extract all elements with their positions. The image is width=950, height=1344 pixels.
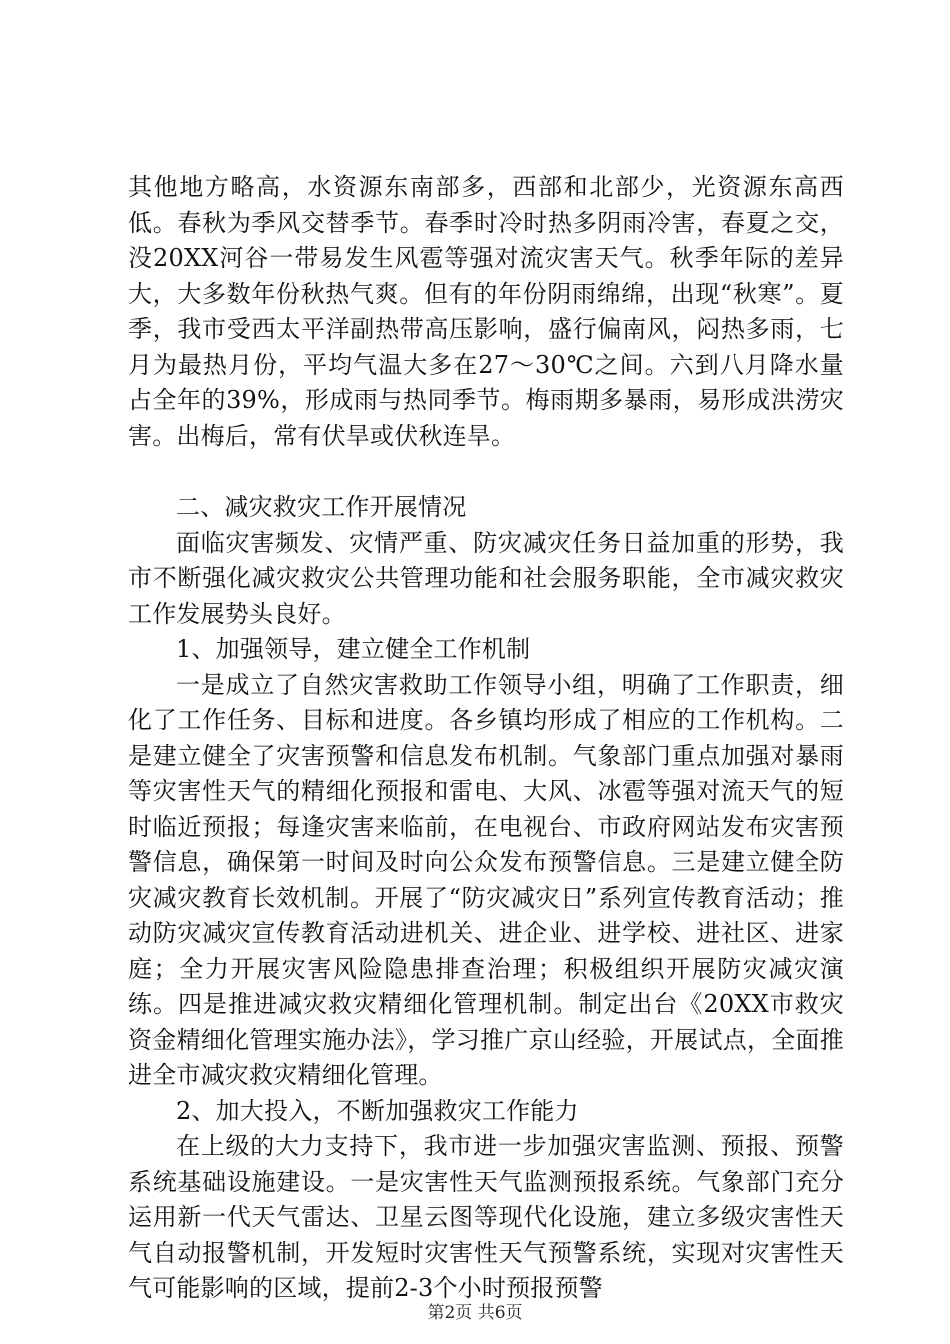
document-body: [128, 170, 844, 1307]
section-heading: 二、减灾救灾工作开展情况: [176, 493, 467, 521]
subsection-1-paragraph: 一是成立了自然灾害救助工作领导小组，明确了工作职责，细化了工作任务、目标和进度。各乡镇均形成了相应的工作机构。二是建立健全了灾害预警和信息发布机制。气象部门重点加强对暴雨等灾害性天气的精细化预报和雷电、大风、冰雹等强对流天气的短时临近预报；每逢灾害来临前，在电视台、市政府网站发布灾害预警信息，确保第一时间及时向公众发布预警信息。三是建立健全防灾减灾教育长效机制。开展了“防灾减灾日”系列宣传教育活动；推动防灾减灾宣传教育活动进机关、进企业、进学校、进社区、进家庭；全力开展灾害风险隐患排查治理；积极组织开展防灾减灾演练。四是推进减灾救灾精细化管理机制。制定出台《20XX市救灾资金精细化管理实施办法》，学习推广京山经验，开展试点，全面推进全市减灾救灾精细化管理。: [128, 670, 844, 1089]
paragraph-gap: [128, 454, 844, 490]
subsection-1-heading: 1、加强领导，建立健全工作机制: [176, 635, 531, 663]
subsection-2-paragraph: 在上级的大力支持下，我市进一步加强灾害监测、预报、预警系统基础设施建设。一是灾害性天气监测预报系统。气象部门充分运用新一代天气雷达、卫星云图等现代化设施，建立多级灾害性天气自动报警机制，开发短时灾害性天气预警系统，实现对灾害性天气可能影响的区域，提前2-3个小时预报预警: [128, 1132, 844, 1302]
climate-paragraph: 其他地方略高，水资源东南部多，西部和北部少，光资源东高西低。春秋为季风交替季节。春季时冷时热多阴雨冷害，春夏之交，没20XX河谷一带易发生风雹等强对流灾害天气。秋季年际的差异大，大多数年份秋热气爽。但有的年份阴雨绵绵，出现“秋寒”。夏季，我市受西太平洋副热带高压影响，盛行偏南风，闷热多雨，七月为最热月份，平均气温大多在27～30℃之间。六到八月降水量占全年的39%，形成雨与热同季节。梅雨期多暴雨，易形成洪涝灾害。出梅后，常有伏旱或伏秋连旱。: [128, 173, 844, 450]
subsection-2-heading: 2、加大投入，不断加强救灾工作能力: [176, 1096, 579, 1125]
section-intro-paragraph: 面临灾害频发、灾情严重、防灾减灾任务日益加重的形势，我市不断强化减灾救灾公共管理功能和社会服务职能，全市减灾救灾工作发展势头良好。: [128, 528, 844, 628]
page-footer: 第2页 共6页: [427, 1303, 523, 1323]
